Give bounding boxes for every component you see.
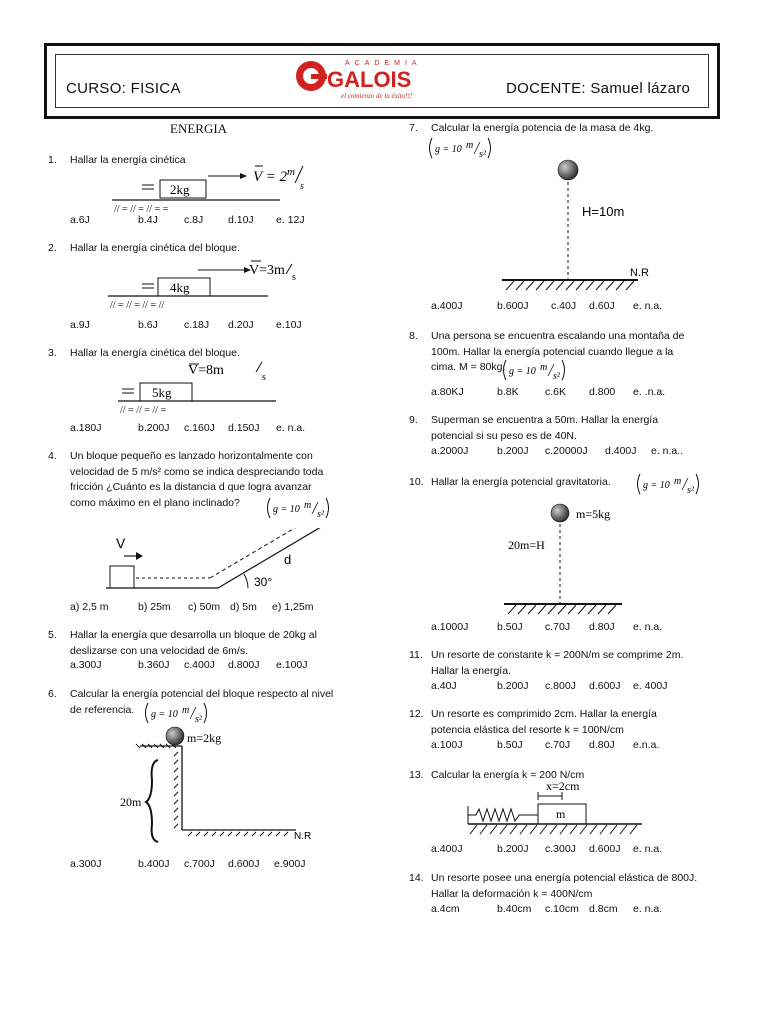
- g-formula-7: [426, 136, 496, 162]
- svg-text:x=2cm: x=2cm: [546, 779, 580, 793]
- figure-10: [502, 500, 632, 620]
- svg-text:g = 10: g = 10: [273, 504, 300, 515]
- teacher-info: DOCENTE: Samuel lázaro: [506, 80, 691, 97]
- g-formula-10: [634, 472, 704, 498]
- figure-3: [116, 360, 286, 416]
- svg-text:ACADEMIA: ACADEMIA: [345, 60, 422, 67]
- svg-text:s²: s²: [553, 371, 560, 382]
- svg-text:20m: 20m: [120, 795, 142, 809]
- svg-text:30°: 30°: [254, 575, 273, 589]
- svg-text:m: m: [556, 807, 566, 821]
- svg-text:m: m: [287, 166, 295, 178]
- svg-text:s: s: [262, 372, 266, 383]
- svg-text:m: m: [674, 476, 682, 487]
- page-title: ENERGIA: [170, 121, 228, 136]
- svg-text:m: m: [304, 500, 312, 511]
- figure-13: [466, 778, 656, 838]
- g-formula-8: [500, 358, 570, 384]
- figure-1: [110, 158, 340, 216]
- svg-text:s: s: [292, 272, 296, 283]
- galois-logo: [293, 56, 423, 102]
- svg-text:// = // = // =: // = // = // =: [120, 405, 167, 416]
- svg-text:g = 10: g = 10: [151, 709, 178, 720]
- svg-text:// = // = // = //: // = // = // = //: [110, 300, 165, 311]
- svg-text:s²: s²: [687, 485, 694, 496]
- svg-text:s: s: [300, 181, 304, 192]
- figure-4: [100, 528, 340, 596]
- g-formula-4: [264, 496, 334, 522]
- svg-text:N.R: N.R: [294, 831, 312, 842]
- svg-text:el comienzo de tu éxito!!!: el comienzo de tu éxito!!!: [341, 92, 413, 100]
- svg-text:20m=H: 20m=H: [508, 538, 545, 552]
- svg-text:s²: s²: [479, 149, 486, 160]
- svg-text:m: m: [466, 140, 474, 151]
- course-info: CURSO: FISICA: [66, 80, 181, 97]
- svg-text:V = 2: V = 2: [253, 169, 288, 185]
- svg-text:5kg: 5kg: [152, 385, 172, 400]
- svg-text:d: d: [284, 552, 292, 567]
- svg-text:V=8m: V=8m: [188, 363, 224, 378]
- svg-text:m: m: [182, 705, 190, 716]
- svg-text:V: V: [116, 535, 126, 551]
- figure-6: [110, 724, 330, 848]
- figure-2: [106, 258, 306, 314]
- svg-text:H=10m: H=10m: [582, 204, 625, 219]
- svg-text:V=3m: V=3m: [249, 263, 285, 278]
- svg-text:m=2kg: m=2kg: [187, 731, 222, 745]
- svg-text:s²: s²: [317, 509, 324, 520]
- svg-text:m: m: [540, 362, 548, 373]
- svg-text:N.R: N.R: [630, 267, 649, 279]
- svg-text:g = 10: g = 10: [509, 366, 536, 377]
- svg-text:GALOIS: GALOIS: [327, 67, 412, 92]
- svg-text:m=5kg: m=5kg: [576, 507, 611, 521]
- svg-text:g = 10: g = 10: [643, 480, 670, 491]
- svg-text:s²: s²: [195, 714, 202, 725]
- figure-7: [498, 156, 668, 292]
- svg-text:g = 10: g = 10: [435, 144, 462, 155]
- svg-text:4kg: 4kg: [170, 280, 190, 295]
- svg-text:2kg: 2kg: [170, 182, 190, 197]
- svg-text:// = // = // = =: // = // = // = =: [114, 204, 169, 215]
